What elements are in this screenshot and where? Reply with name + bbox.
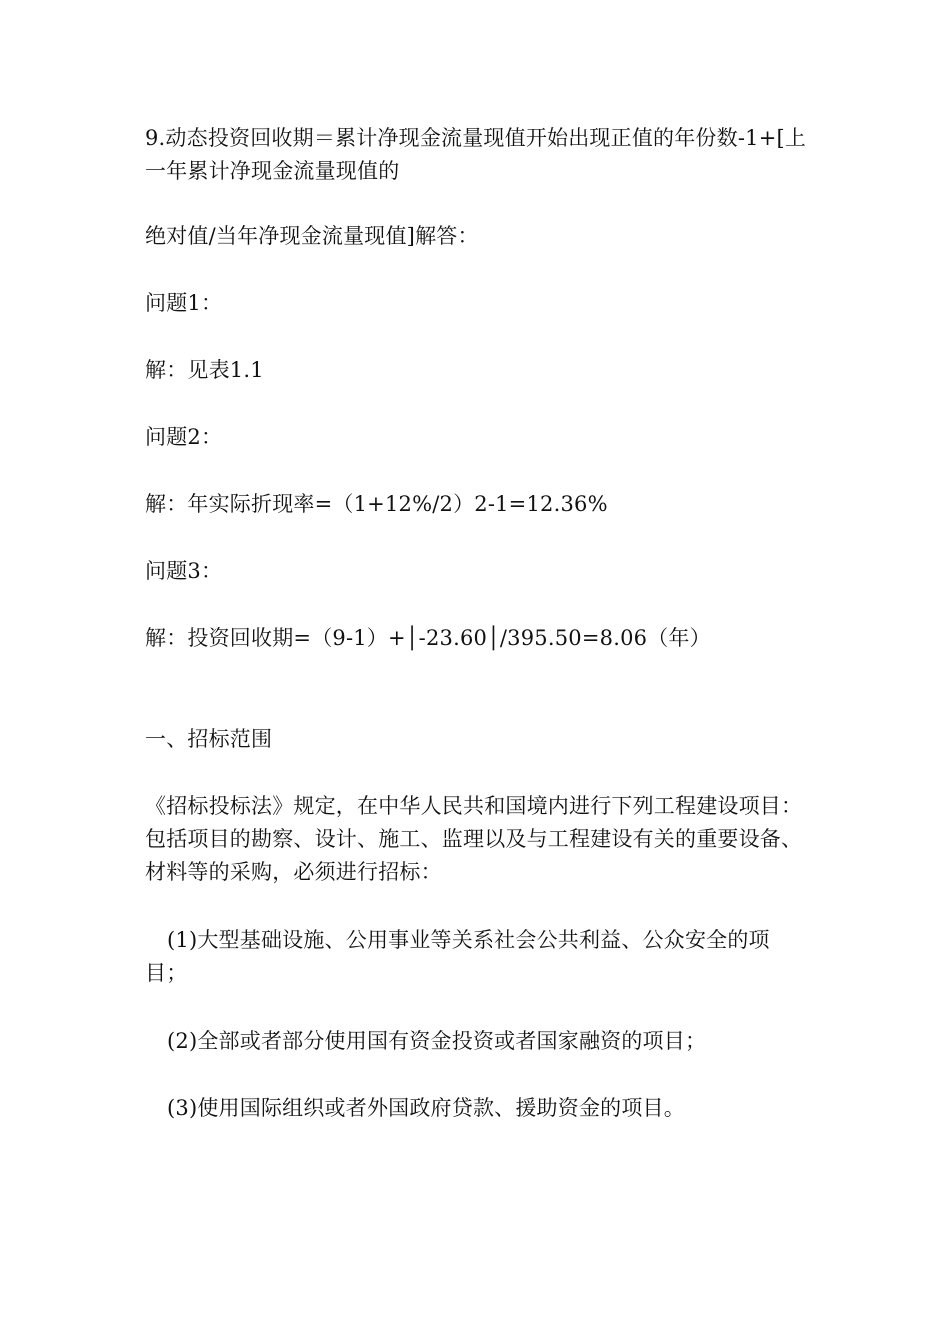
answer-question-2: 解：年实际折现率=（1+12%/2）2-1=12.36%: [145, 492, 608, 516]
paragraph-dynamic-payback-definition: 9.动态投资回收期＝累计净现金流量现值开始出现正值的年份数-1+[上一年累计净现金流量现值的: [145, 126, 807, 183]
heading-question-1: 问题1：: [145, 291, 223, 315]
section-heading-bidding-scope: 一、招标范围: [145, 727, 273, 751]
paragraph-definition-continuation: 绝对值/当年净现金流量现值]解答：: [145, 224, 479, 248]
list-item-1: (1)大型基础设施、公用事业等关系社会公共利益、公众安全的项目；: [145, 928, 770, 985]
answer-question-1: 解：见表1.1: [145, 358, 264, 382]
heading-question-2: 问题2：: [145, 425, 223, 449]
answer-question-3: 解：投资回收期=（9-1）+│-23.60│/395.50=8.06（年）: [145, 626, 711, 650]
list-item-2: (2)全部或者部分使用国有资金投资或者国家融资的项目；: [167, 1029, 707, 1053]
paragraph-bidding-law: 《招标投标法》规定，在中华人民共和国境内进行下列工程建设项目：包括项目的勘察、设计、施工、监理以及与工程建设有关的重要设备、材料等的采购，必须进行招标：: [145, 794, 803, 884]
heading-question-3: 问题3：: [145, 559, 223, 583]
list-item-3: (3)使用国际组织或者外国政府贷款、援助资金的项目。: [167, 1096, 685, 1120]
